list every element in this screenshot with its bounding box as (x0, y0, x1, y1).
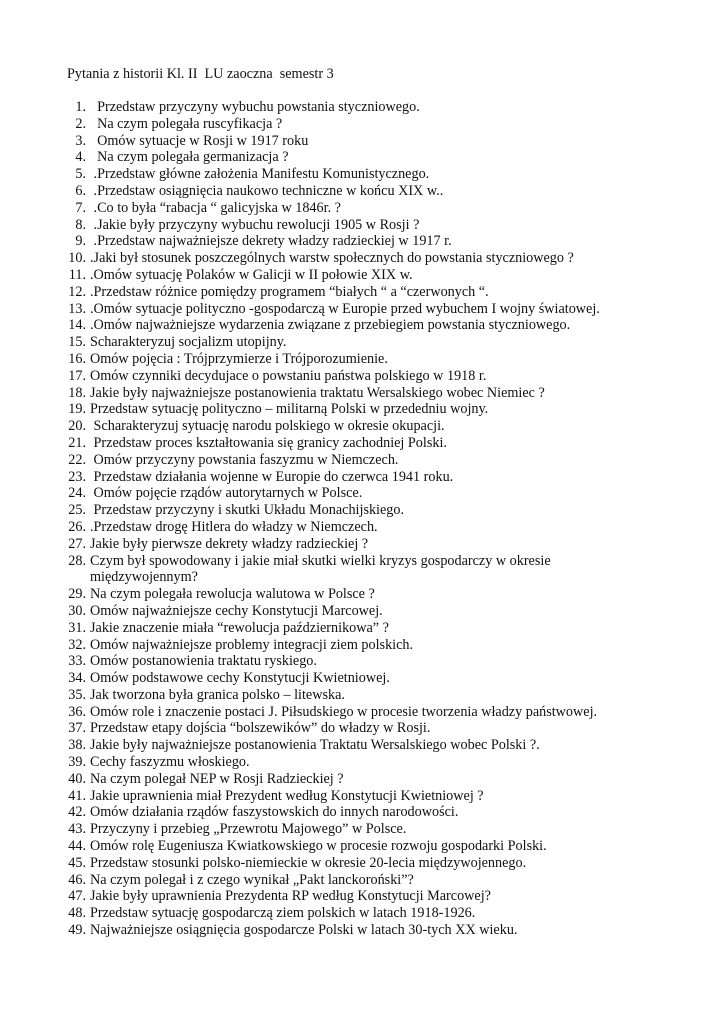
question-number: 2. (75, 115, 86, 132)
question-text: Jak tworzona była granica polsko – litewska. (90, 686, 345, 703)
question-item (60, 183, 660, 200)
question-item (60, 922, 660, 939)
question-number: 19. (68, 401, 86, 418)
question-text: .Jaki był stosunek poszczególnych warstw społecznych do powstania styczniowego ? (90, 250, 574, 267)
question-number: 8. (75, 216, 86, 233)
question-number: 49. (68, 922, 86, 939)
question-item (60, 351, 660, 368)
question-item (60, 603, 660, 620)
question-text: Przedstaw sytuację polityczno – militarną Polski w przededniu wojny. (90, 401, 489, 418)
question-number: 37. (68, 720, 86, 737)
question-number: 5. (75, 166, 86, 183)
question-item (60, 536, 660, 553)
question-text: .Jakie były przyczyny wybuchu rewolucji 1905 w Rosji ? (90, 216, 420, 233)
question-item (60, 452, 660, 469)
question-number: 18. (68, 384, 86, 401)
question-text: Na czym polegał NEP w Rosji Radzieckiej ? (90, 770, 344, 787)
question-number: 23. (68, 468, 86, 485)
question-text: Omów pojęcie rządów autorytarnych w Polsce. (90, 485, 363, 502)
question-number: 1. (75, 99, 86, 115)
question-item (60, 267, 660, 284)
question-text: Czym był spowodowany i jakie miał skutki wielki kryzys gospodarczy w okresie międzywojennym? (90, 552, 551, 586)
question-text: .Przedstaw różnice pomiędzy programem “białych “ a “czerwonych “. (90, 283, 489, 300)
question-item (60, 821, 660, 838)
question-number: 26. (68, 518, 86, 535)
question-number: 16. (68, 350, 86, 367)
question-text: .Omów sytuacje polityczno -gospodarczą w Europie przed wybuchem I wojny światowej. (90, 300, 600, 317)
question-item (60, 553, 660, 587)
question-number: 6. (75, 182, 86, 199)
question-item (60, 637, 660, 654)
question-item (60, 469, 660, 486)
question-text: Omów rolę Eugeniusza Kwiatkowskiego w procesie rozwoju gospodarki Polski. (90, 838, 547, 855)
question-item (60, 149, 660, 166)
question-item (60, 166, 660, 183)
question-number: 27. (68, 535, 86, 552)
question-number: 47. (68, 888, 86, 905)
question-item (60, 200, 660, 217)
question-number: 42. (68, 804, 86, 821)
question-text: Przedstaw przyczyny i skutki Układu Monachijskiego. (90, 502, 405, 519)
question-text: Na czym polegała germanizacja ? (90, 149, 289, 166)
question-item (60, 133, 660, 150)
question-text: Jakie były najważniejsze postanowienia traktatu Wersalskiego wobec Niemiec ? (90, 384, 545, 401)
question-item (60, 788, 660, 805)
question-text: .Omów najważniejsze wydarzenia związane z przebiegiem powstania styczniowego. (90, 317, 571, 334)
question-text: Omów czynniki decydujace o powstaniu państwa polskiego w 1918 r. (90, 367, 487, 384)
question-text: Omów najważniejsze cechy Konstytucji Marcowej. (90, 602, 383, 619)
question-item (60, 771, 660, 788)
question-number: 21. (68, 434, 86, 451)
question-number: 29. (68, 586, 86, 603)
question-text: Na czym polegał i z czego wynikał „Pakt lanckoroński”? (90, 871, 414, 888)
question-number: 33. (68, 653, 86, 670)
question-item (60, 855, 660, 872)
question-number: 44. (68, 838, 86, 855)
question-number: 46. (68, 871, 86, 888)
question-number: 15. (68, 334, 86, 351)
document-title: Pytania z historii Kl. II LU zaoczna semestr 3 (67, 66, 334, 82)
question-item (60, 418, 660, 435)
question-number: 13. (68, 300, 86, 317)
question-item (60, 401, 660, 418)
question-number: 34. (68, 670, 86, 687)
question-text: Omów pojęcia : Trójprzymierze i Trójporozumienie. (90, 350, 388, 367)
question-text: Przedstaw przyczyny wybuchu powstania styczniowego. (90, 99, 420, 115)
question-number: 17. (68, 367, 86, 384)
question-text: Scharakteryzuj socjalizm utopijny. (90, 334, 287, 351)
question-text: Omów najważniejsze problemy integracji ziem polskich. (90, 636, 414, 653)
question-item (60, 804, 660, 821)
question-text: Omów przyczyny powstania faszyzmu w Niemczech. (90, 451, 399, 468)
question-list (60, 99, 660, 939)
question-item (60, 586, 660, 603)
question-text: Omów sytuacje w Rosji w 1917 roku (90, 132, 309, 149)
question-text: Przedstaw stosunki polsko-niemieckie w okresie 20-lecia międzywojennego. (90, 854, 527, 871)
question-number: 12. (68, 283, 86, 300)
question-item (60, 435, 660, 452)
question-item (60, 670, 660, 687)
question-text: Przedstaw proces kształtowania się granicy zachodniej Polski. (90, 434, 447, 451)
question-text: Na czym polegała rewolucja walutowa w Polsce ? (90, 586, 375, 603)
question-text: Najważniejsze osiągnięcia gospodarcze Polski w latach 30-tych XX wieku. (90, 922, 518, 939)
question-number: 48. (68, 905, 86, 922)
question-number: 22. (68, 451, 86, 468)
question-text: Na czym polegała ruscyfikacja ? (90, 115, 283, 132)
question-item (60, 217, 660, 234)
question-number: 38. (68, 737, 86, 754)
question-text: Cechy faszyzmu włoskiego. (90, 754, 250, 771)
question-text: Omów działania rządów faszystowskich do innych narodowości. (90, 804, 459, 821)
question-item (60, 872, 660, 889)
question-text: Przyczyny i przebieg „Przewrotu Majowego” w Polsce. (90, 821, 407, 838)
question-item (60, 720, 660, 737)
question-number: 41. (68, 787, 86, 804)
question-text: Jakie uprawnienia miał Prezydent według Konstytucji Kwietniowej ? (90, 787, 484, 804)
question-number: 32. (68, 636, 86, 653)
question-item (60, 116, 660, 133)
question-item (60, 502, 660, 519)
question-number: 7. (75, 199, 86, 216)
question-number: 30. (68, 602, 86, 619)
question-number: 39. (68, 754, 86, 771)
question-text: Jakie były pierwsze dekrety władzy radzieckiej ? (90, 535, 369, 552)
question-text: .Przedstaw drogę Hitlera do władzy w Niemczech. (90, 518, 378, 535)
question-text: Scharakteryzuj sytuację narodu polskiego w okresie okupacji. (90, 418, 445, 435)
question-number: 10. (68, 250, 86, 267)
question-item (60, 905, 660, 922)
question-item (60, 653, 660, 670)
question-text: Omów postanowienia traktatu ryskiego. (90, 653, 317, 670)
question-number: 40. (68, 770, 86, 787)
question-item (60, 519, 660, 536)
question-item (60, 301, 660, 318)
question-item (60, 687, 660, 704)
question-number: 14. (68, 317, 86, 334)
question-item (60, 368, 660, 385)
question-text: .Przedstaw najważniejsze dekrety władzy radzieckiej w 1917 r. (90, 233, 452, 250)
question-item (60, 385, 660, 402)
question-item (60, 704, 660, 721)
question-item (60, 233, 660, 250)
question-number: 3. (75, 132, 86, 149)
question-number: 24. (68, 485, 86, 502)
question-item (60, 99, 660, 116)
question-number: 28. (68, 552, 86, 569)
question-text: Omów podstawowe cechy Konstytucji Kwietniowej. (90, 670, 390, 687)
question-item (60, 838, 660, 855)
question-item (60, 737, 660, 754)
question-text: Omów role i znaczenie postaci J. Piłsudskiego w procesie tworzenia władzy państwowej. (90, 703, 598, 720)
question-item (60, 317, 660, 334)
question-number: 36. (68, 703, 86, 720)
question-number: 9. (75, 233, 86, 250)
question-number: 25. (68, 502, 86, 519)
question-item (60, 284, 660, 301)
question-number: 43. (68, 821, 86, 838)
question-text: .Co to była “rabacja “ galicyjska w 1846r. ? (90, 199, 341, 216)
question-text: Jakie były uprawnienia Prezydenta RP według Konstytucji Marcowej? (90, 888, 491, 905)
question-item (60, 888, 660, 905)
question-text: Jakie były najważniejsze postanowienia Traktatu Wersalskiego wobec Polski ?. (90, 737, 540, 754)
question-item (60, 620, 660, 637)
question-item (60, 754, 660, 771)
question-text: .Przedstaw osiągnięcia naukowo techniczne w końcu XIX w.. (90, 182, 444, 199)
question-text: Przedstaw etapy dojścia “bolszewików” do władzy w Rosji. (90, 720, 431, 737)
question-text: .Omów sytuację Polaków w Galicji w II połowie XIX w. (90, 266, 413, 283)
question-number: 20. (68, 418, 86, 435)
question-text: .Przedstaw główne założenia Manifestu Komunistycznego. (90, 166, 430, 183)
question-number: 31. (68, 619, 86, 636)
question-number: 45. (68, 854, 86, 871)
question-item (60, 485, 660, 502)
question-number: 11. (68, 266, 86, 283)
question-item (60, 250, 660, 267)
question-text: Przedstaw działania wojenne w Europie do czerwca 1941 roku. (90, 468, 454, 485)
question-number: 35. (68, 686, 86, 703)
question-text: Przedstaw sytuację gospodarczą ziem polskich w latach 1918-1926. (90, 905, 476, 922)
question-item (60, 334, 660, 351)
question-number: 4. (75, 149, 86, 166)
question-text: Jakie znaczenie miała “rewolucja październikowa” ? (90, 619, 389, 636)
